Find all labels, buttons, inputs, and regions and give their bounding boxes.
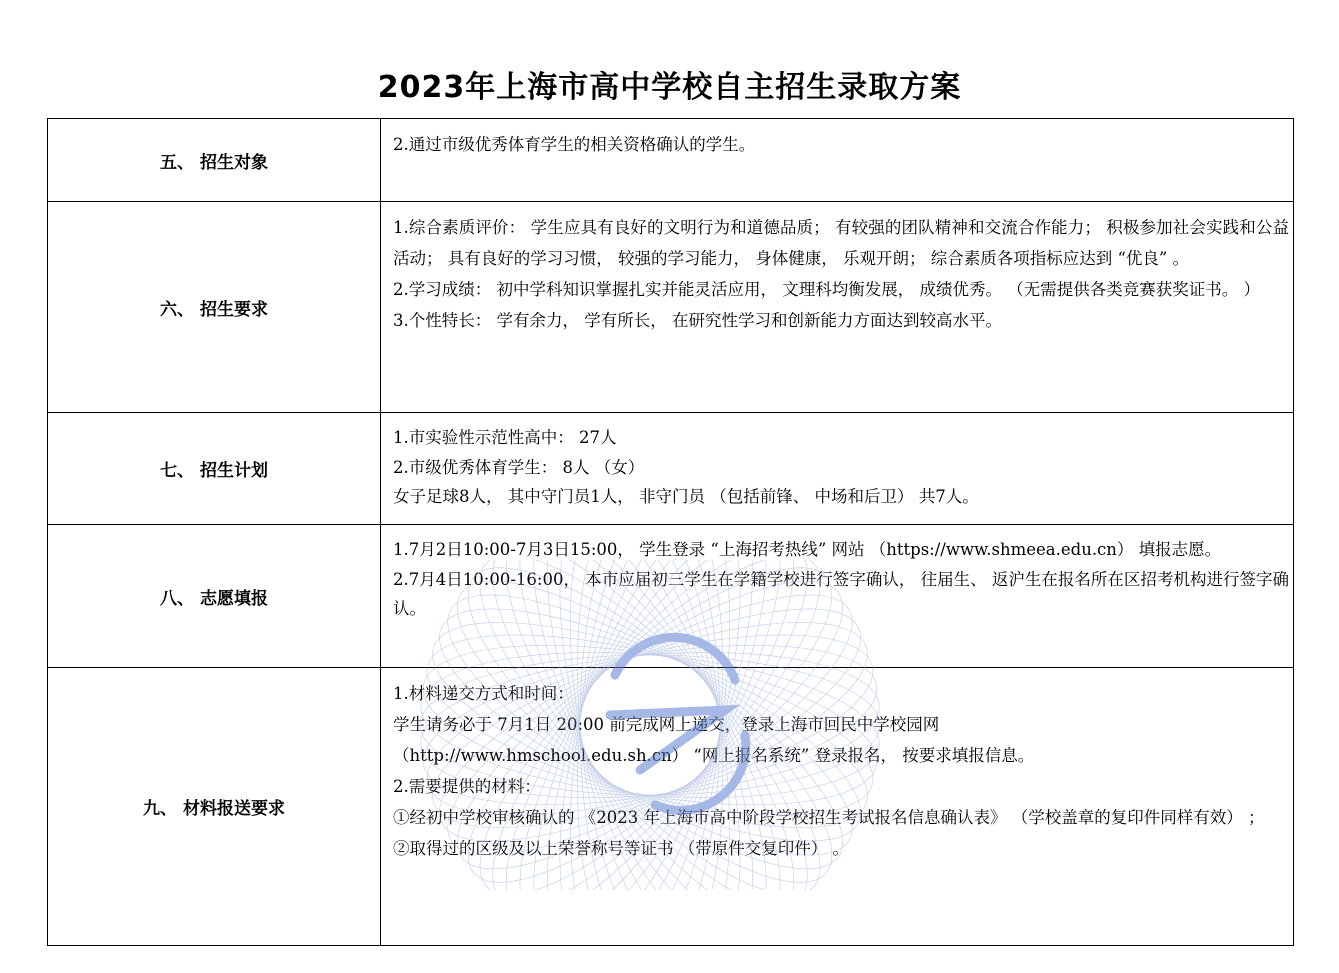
section-content-requirements — [381, 202, 1294, 413]
section-heading-enrollment-target: 五、 招生对象 — [48, 119, 381, 202]
content-line: 2.通过市级优秀体育学生的相关资格确认的学生。 — [393, 135, 756, 154]
content-line: ②取得过的区级及以上荣誉称号等证书 （带原件交复印件） 。 — [393, 839, 849, 858]
content-line: 1.材料递交方式和时间： — [393, 684, 574, 703]
content-line: 学生请务必于 7月1日 20:00 前完成网上递交，登录上海市回民中学校园网 — [393, 715, 940, 734]
section-heading-application: 八、 志愿填报 — [48, 525, 381, 668]
content-line: 1.7月2日10:00-7月3日15:00， 学生登录 “上海招考热线” 网站 （https://www.shmeea.edu.cn） 填报志愿。 — [393, 540, 1222, 559]
admission-plan-table — [47, 118, 1294, 946]
content-line: 女子足球8人， 其中守门员1人， 非守门员 （包括前锋、 中场和后卫） 共7人。 — [393, 487, 979, 506]
section-heading-plan: 七、 招生计划 — [48, 413, 381, 525]
section-content-application — [381, 525, 1294, 668]
section-heading-materials: 九、 材料报送要求 — [48, 668, 381, 946]
content-line: 2.市级优秀体育学生： 8人 （女） — [393, 457, 645, 477]
section-content-enrollment-target — [381, 119, 1294, 202]
content-line: ①经初中学校审核确认的 《2023 年上海市高中阶段学校招生考试报名信息确认表》 （学校盖章的复印件同样有效） ； — [393, 808, 1265, 827]
section-heading-requirements: 六、 招生要求 — [48, 202, 381, 413]
table-row — [48, 119, 1294, 202]
content-line: 1.市实验性示范性高中： 27人 — [393, 428, 617, 447]
table-row — [48, 202, 1294, 413]
table-row — [48, 525, 1294, 668]
content-line: 2.需要提供的材料： — [393, 777, 541, 796]
content-line: （http://www.hmschool.edu.sh.cn） “网上报名系统” 登录报名， 按要求填报信息。 — [393, 746, 1035, 765]
content-line: 3.个性特长： 学有余力， 学有所长， 在研究性学习和创新能力方面达到较高水平。 — [393, 311, 1002, 330]
content-line: 1.综合素质评价： 学生应具有良好的文明行为和道德品质； 有较强的团队精神和交流合作能力； 积极参加社会实践和公益活动； 具有良好的学习习惯， 较强的学习能力， 身体健康， 乐观开朗； 综合素质各项指标应达到 “优良” 。 — [393, 218, 1289, 268]
table-row — [48, 413, 1294, 525]
content-line: 2.7月4日10:00-16:00， 本市应届初三学生在学籍学校进行签字确认， 往届生、 返沪生在报名所在区招考机构进行签字确认。 — [393, 569, 1289, 618]
table-row — [48, 668, 1294, 946]
section-content-plan — [381, 413, 1294, 525]
section-content-materials — [381, 668, 1294, 946]
content-line: 2.学习成绩： 初中学科知识掌握扎实并能灵活应用， 文理科均衡发展， 成绩优秀。 （无需提供各类竞赛获奖证书。 ） — [393, 280, 1260, 299]
page-title: 2023年上海市高中学校自主招生录取方案 — [377, 70, 962, 105]
